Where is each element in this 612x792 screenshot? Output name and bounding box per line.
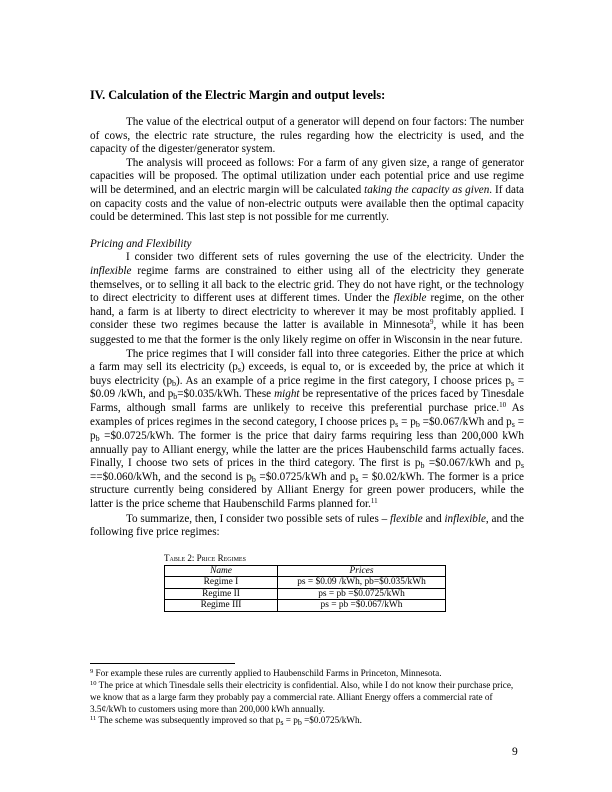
regime-name: Regime II xyxy=(165,588,278,600)
page-number: 9 xyxy=(512,746,518,758)
price-regimes-table xyxy=(164,565,446,612)
intro-paragraph-1: The value of the electrical output of a generator will depend on four factors: The number of cows, the electric rate structure, the rules regarding how the electricity is used, and the capacity of the digester/generator system. xyxy=(90,116,524,156)
price-regimes-table-block xyxy=(164,553,524,612)
footnote-9: $^9$ For example these rules are currently applied to Haubenschild Farms in Princeton, Minnesota. xyxy=(90,668,442,678)
header-prices: Prices xyxy=(278,565,446,577)
regime-prices: ps = pb =$0.0725/kWh xyxy=(278,588,446,600)
regime-name: Regime III xyxy=(165,600,278,612)
subsection-heading: Pricing and Flexibility xyxy=(90,237,192,250)
table-row xyxy=(165,577,446,589)
footnote-ref-11: 11 xyxy=(370,497,378,506)
intro-paragraph-2: The analysis will proceed as follows: For a farm of any given size, a range of generator capacities will be proposed. The optimal utilization under each potential price and use regime will be determined, and an electric margin will be calculated taking the capacity as given. If data on capacity costs and the value of non-electric outputs were available then the optimal capacity could be determined. This last step is not possible for me currently. xyxy=(90,156,524,224)
table-caption: Table 2: Price Regimes xyxy=(164,552,246,563)
footnotes xyxy=(90,668,524,727)
pricing-paragraph-1: I consider two different sets of rules governing the use of the electricity. Under the inflexible regime farms are constrained to either using all of the electricity they generate themselves, or to selling it all back to the electric grid. They do not have right, or the technology to direct electricity to different uses at different times. Under the flexible regime, on the other hand, a farm is at liberty to direct electricity to wherever it may be most profitably applied. I consider these two regimes because the latter is available in Minnesota$^9$, while it has been suggested to me that the former is the only likely regime on offer in Wisconsin in the near future. xyxy=(90,251,525,346)
footnote-10: $^{10}$ The price at which Tinesdale sells their electricity is confidential. Also, while I do not know their purchase price, we know that as a large farm they probably pay a commercial rate. Alliant Energy offers a commercial rate of 3.5¢/kWh to customers using more than 200,000 kWh annually. xyxy=(90,680,514,714)
table-row xyxy=(165,600,446,612)
footnote-11: $^{11}$ The scheme was subsequently improved so that $p_s = p_b$ =$0.0725/kWh. xyxy=(90,714,362,727)
pricing-paragraph-3: To summarize, then, I consider two possible sets of rules – flexible and inflexible, and the following five price regimes: xyxy=(90,512,524,539)
document-page xyxy=(90,88,524,612)
regime-prices: ps = pb =$0.067/kWh xyxy=(278,600,446,612)
table-row xyxy=(165,588,446,600)
footnote-ref-10: 10 xyxy=(499,400,507,409)
regime-prices: ps = $0.09 /kWh, pb=$0.035/kWh xyxy=(278,577,446,589)
section-heading: IV. Calculation of the Electric Margin and output levels: xyxy=(90,88,386,102)
pricing-paragraph-2: The price regimes that I will consider fall into three categories. Either the price at which a farm may sell its electricity $(p_s)$ exceeds, is equal to, or is exceeded by, the price at which it buys electricity $(p_b)$. As an example of a price regime in the first category, I choose prices $p_s$ = $0.09 /kWh, and $p_b=\$0.035$/kWh. These might be representative of the prices faced by Tinesdale Farms, although small farms are unlikely to receive this preferential purchase price.$^{10}$ As examples of prices regimes in the second category, I choose prices $p_s = p_b$ =$0.067/kWh and $p_s = p_b$ =$0.0725/kWh. The former is the price that dairy farms requiring less than 200,000 kWh annually pay to Alliant energy, while the latter are the prices Haubenschild farms actually faces. Finally, I choose two sets of prices in the third category. The first is $p_b$ =$0.067/kWh and $p_s$ ==$0.060/kWh, and the second is $p_b$ =$0.0725/kWh and $p_s$ = $0.02/kWh. The former is a price structure currently being considered by Alliant Energy for green power producers, while the latter is the price scheme that Haubenschild Farms planned for.$^{11}$ xyxy=(90,347,524,511)
footnote-divider xyxy=(90,663,235,664)
table-header-row xyxy=(165,565,446,577)
footnote-ref-9: 9 xyxy=(429,318,434,327)
regime-name: Regime I xyxy=(165,577,278,589)
header-name: Name xyxy=(165,565,278,577)
